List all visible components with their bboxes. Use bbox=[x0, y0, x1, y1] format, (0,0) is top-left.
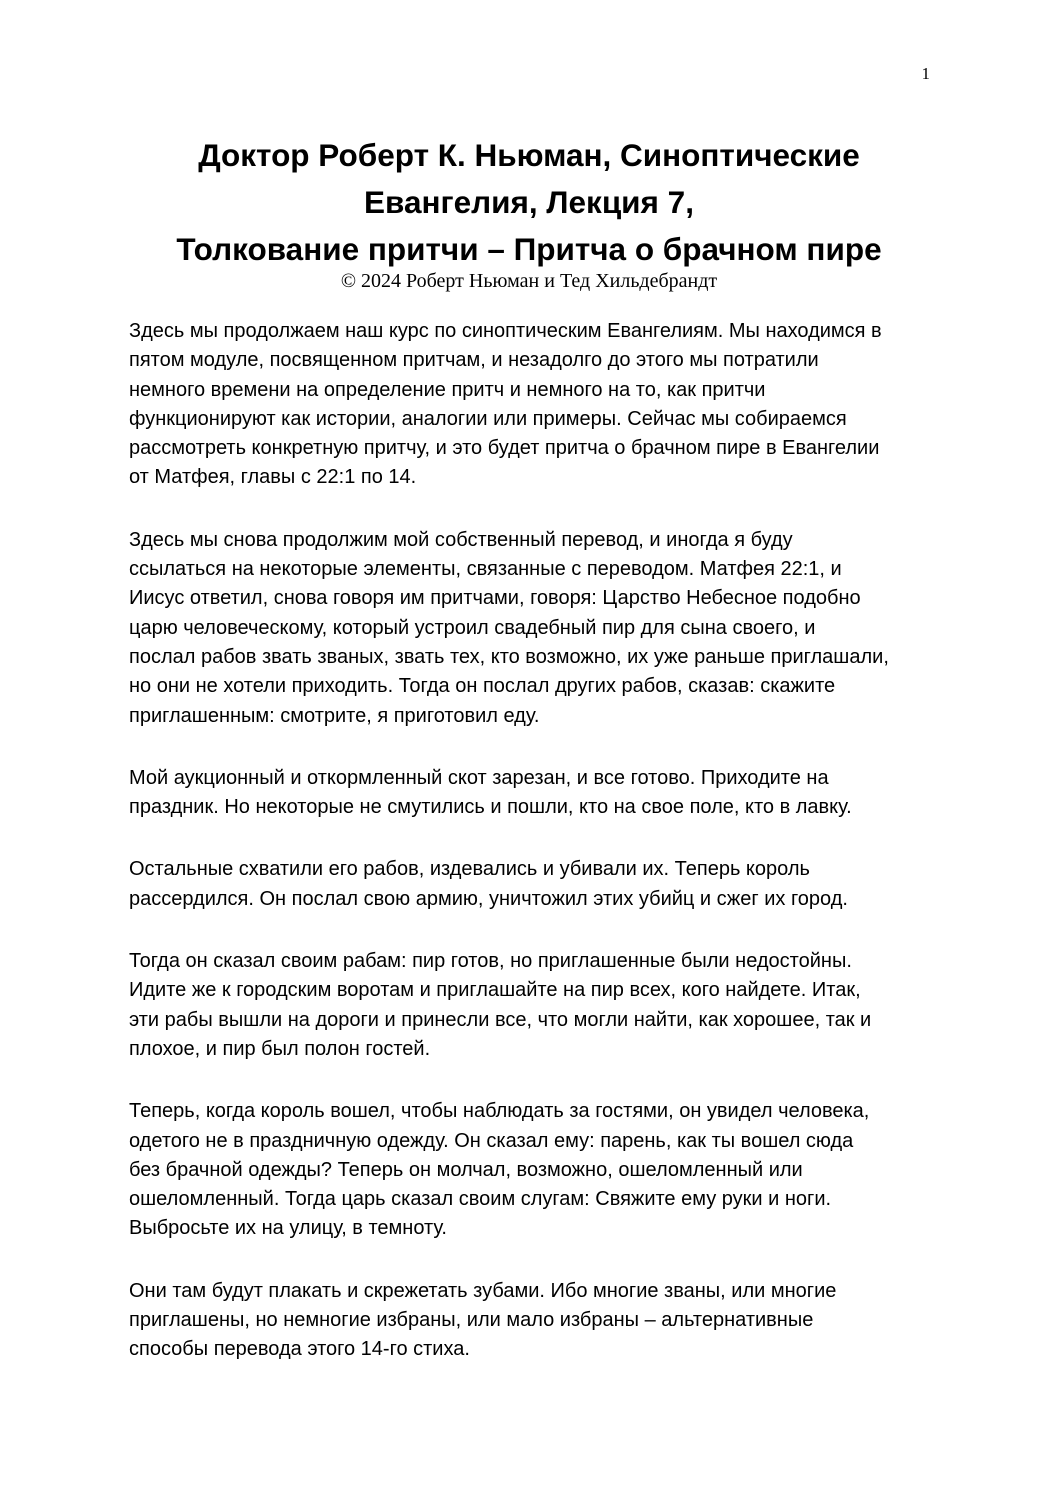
title-block bbox=[100, 132, 958, 293]
text-line: без брачной одежды? Теперь он молчал, возможно, ошеломленный или bbox=[129, 1158, 803, 1181]
text-line: Они там будут плакать и скрежетать зубами. Ибо многие званы, или многие bbox=[129, 1279, 837, 1302]
paragraph bbox=[129, 855, 949, 914]
text-line: Выбросьте их на улицу, в темноту. bbox=[129, 1217, 447, 1240]
text-line: царю человеческому, который устроил свадебный пир для сына своего, и bbox=[129, 616, 816, 639]
paragraph bbox=[129, 1277, 949, 1365]
title-line: Доктор Роберт К. Ньюман, Синоптические bbox=[198, 137, 860, 173]
text-line: приглашенным: смотрите, я приготовил еду. bbox=[129, 704, 540, 727]
text-line: Здесь мы продолжаем наш курс по синоптическим Евангелиям. Мы находимся в bbox=[129, 320, 882, 342]
text-line: Идите же к городским воротам и приглашайте на пир всех, кого найдете. Итак, bbox=[129, 979, 861, 1002]
paragraph bbox=[129, 764, 949, 823]
paragraph bbox=[129, 526, 949, 731]
page-number: 1 bbox=[921, 64, 930, 83]
text-line: Теперь, когда король вошел, чтобы наблюдать за гостями, он увидел человека, bbox=[129, 1100, 870, 1123]
text-line: рассердился. Он послал свою армию, уничтожил этих убийц и сжег их город. bbox=[129, 887, 848, 910]
text-line: функционируют как истории, аналогии или примеры. Сейчас мы собираемся bbox=[129, 407, 847, 430]
text-line: Мой аукционный и откормленный скот зарезан, и все готово. Приходите на bbox=[129, 766, 829, 789]
text-line: немного времени на определение притч и немного на то, как притчи bbox=[129, 378, 766, 401]
text-line: но они не хотели приходить. Тогда он послал других рабов, сказав: скажите bbox=[129, 675, 836, 698]
paragraph bbox=[129, 1097, 949, 1243]
text-line: пятом модуле, посвященном притчам, и незадолго до этого мы потратили bbox=[129, 349, 819, 372]
text-line: от Матфея, главы с 22:1 по 14. bbox=[129, 466, 417, 489]
text-line: Тогда он сказал своим рабам: пир готов, но приглашенные были недостойны. bbox=[129, 950, 852, 973]
copyright-notice: © 2024 Роберт Ньюман и Тед Хильдебрандт bbox=[340, 270, 718, 292]
text-line: Остальные схватили его рабов, издевались и убивали их. Теперь король bbox=[129, 858, 810, 881]
text-line: праздник. Но некоторые не смутились и пошли, кто на свое поле, кто в лавку. bbox=[129, 796, 852, 819]
paragraph bbox=[129, 317, 949, 493]
title-line: Евангелия, Лекция 7, bbox=[364, 184, 694, 220]
text-line: приглашены, но немногие избраны, или мало избраны – альтернативные bbox=[129, 1309, 814, 1332]
title-line: Толкование притчи – Притча о брачном пире bbox=[176, 231, 882, 267]
text-line: Иисус ответил, снова говоря им притчами, говоря: Царство Небесное подобно bbox=[129, 587, 861, 610]
text-line: одетого не в праздничную одежду. Он сказал ему: парень, как ты вошел сюда bbox=[129, 1129, 854, 1152]
text-line: послал рабов звать званых, звать тех, кто возможно, их уже раньше приглашали, bbox=[129, 645, 889, 668]
text-line: Здесь мы снова продолжим мой собственный перевод, и иногда я буду bbox=[129, 528, 793, 551]
text-line: ссылаться на некоторые элементы, связанные с переводом. Матфея 22:1, и bbox=[129, 558, 842, 581]
text-line: плохое, и пир был полон гостей. bbox=[129, 1037, 431, 1060]
text-line: ошеломленный. Тогда царь сказал своим слугам: Свяжите ему руки и ноги. bbox=[129, 1188, 832, 1211]
body-text bbox=[129, 317, 949, 1398]
paragraph bbox=[129, 947, 949, 1064]
text-line: эти рабы вышли на дороги и принесли все, что могли найти, как хорошее, так и bbox=[129, 1008, 872, 1031]
text-line: способы перевода этого 14-го стиха. bbox=[129, 1338, 470, 1361]
text-line: рассмотреть конкретную притчу, и это будет притча о брачном пире в Евангелии bbox=[129, 437, 880, 460]
